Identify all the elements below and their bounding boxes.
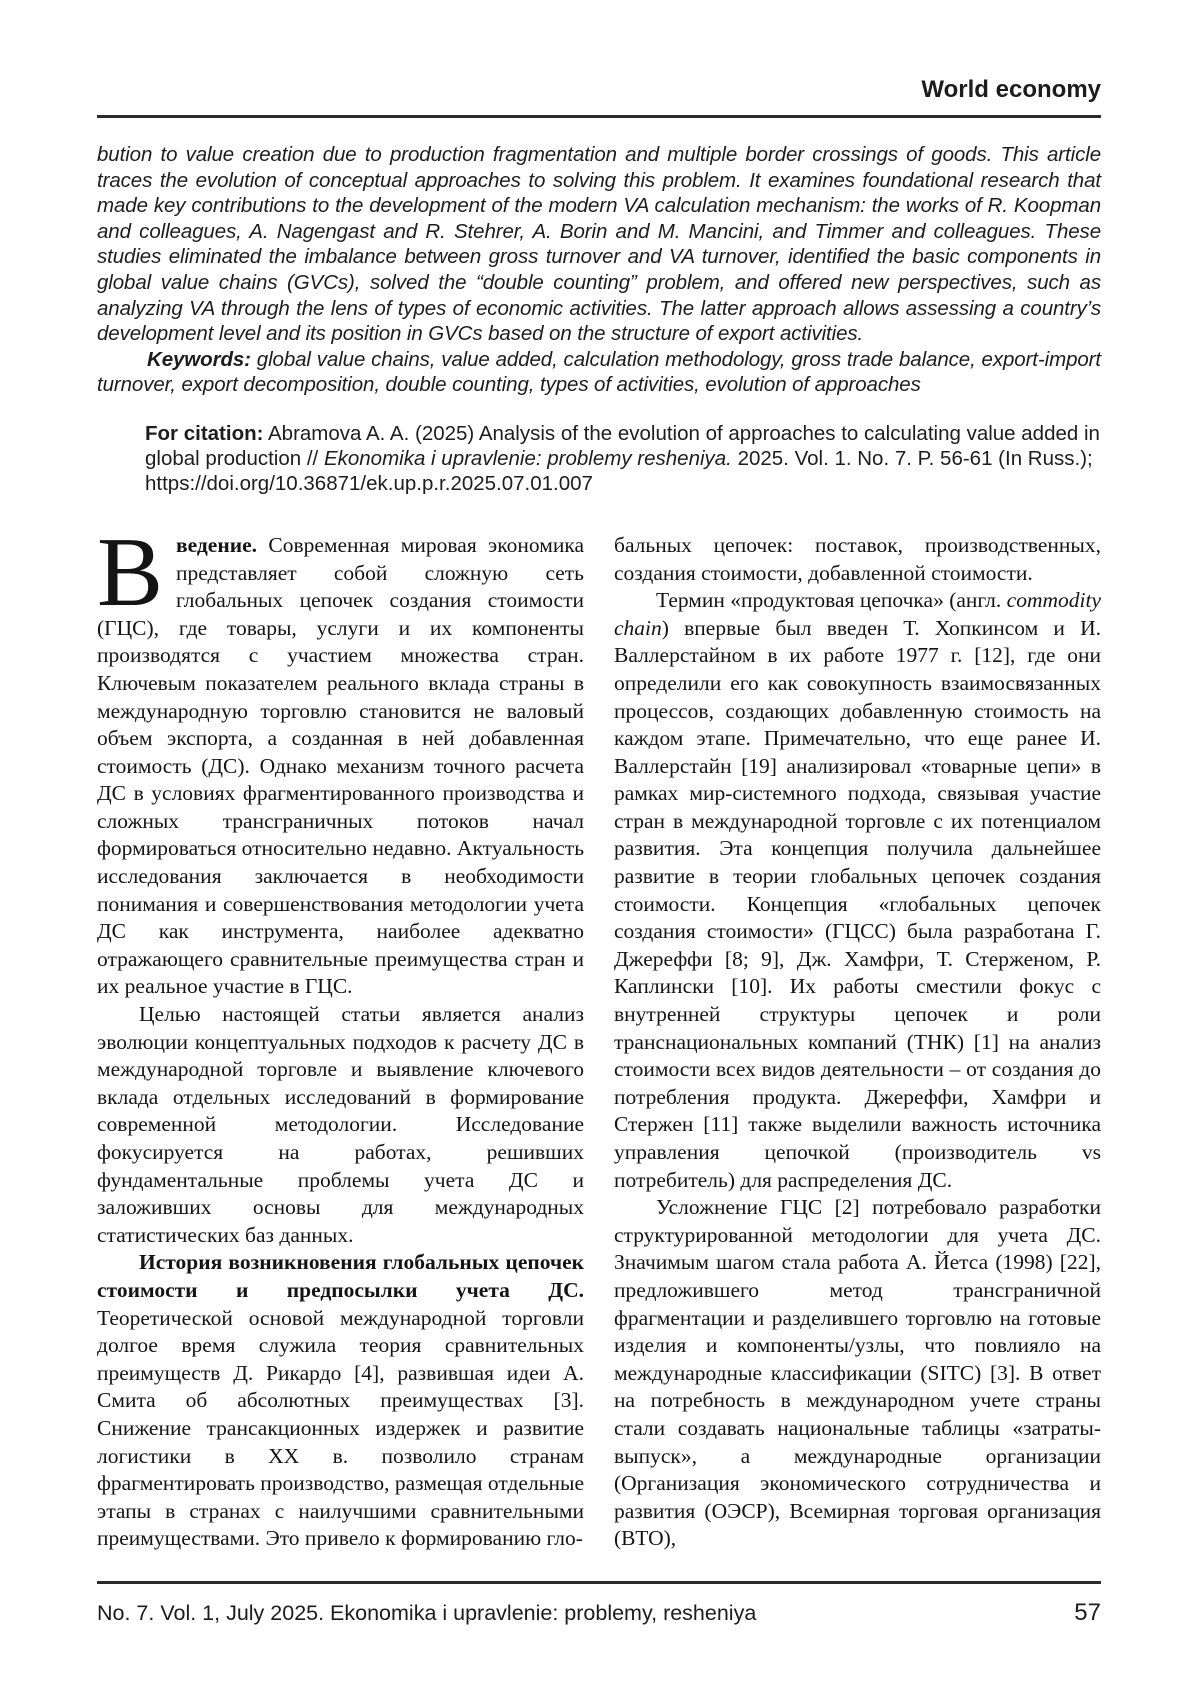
term-text-before: Термин «продуктовая цепочка» (англ.	[656, 588, 1007, 613]
paragraph-complexity: Усложнение ГЦС [2] потребовало разработки структурированной методологии для учета ДС. Значимым шагом стала работа А. Йетса (1998) [22], предложившего метод трансграничной фрагментации и разделившего торговлю на готовые изделия и компоненты/узлы, что повлияло на международные классификации (SITC) [3]. В ответ на потребность в международном учете страны стали создавать национальные таблицы «затраты-выпуск», а международные организации (Организация экономического сотрудничества и развития (ОЭСР), Всемирная торговая организация (ВТО),	[614, 1195, 1101, 1551]
term-text-after: ) впервые был введен Т. Хопкинсом и И. Валлерстайном в их работе 1977 г. [12], где они определили его как совокупность взаимосвязанных процессов, создающих добавленную стоимость на каждом этапе. Примечательно, что еще ранее И. Валлерстайн [19] анализировал «товарные цепи» в рамках мир-системного подхода, связывая участие стран в международной торговле с их потенциалом развития. Эта концепция получила дальнейшее развитие в теории глобальных цепочек создания стоимости. Концепция «глобальных цепочек создания стоимости» (ГЦСС) была разработана Г. Джереффи [8; 9], Дж. Хамфри, Т. Стерженом, Р. Каплински [10]. Их работы сместили фокус с внутренней структуры цепочек и роли транснациональных компаний (ТНК) [1] на анализ стоимости всех видов деятельности – от создания до потребления продукта. Джереффи, Хамфри и Стержен [11] также выделили важность источника управления цепочкой (производитель vs потребитель) для распределения ДС.	[614, 615, 1101, 1192]
keywords-text: global value chains, value added, calculation methodology, gross trade balance, export-import turnover, export decomposition, double counting, types of activities, evolution of approaches	[97, 347, 1101, 397]
section-paragraph-text: Теоретической основой международной торговли долгое время служила теория сравнительных преимуществ Д. Рикардо [4], развившая идеи А. Смита об абсолютных преимуществах [3]. Снижение трансакционных издержек и развитие логистики в XX в. позволило странам фрагментировать производство, размещая отдельные этапы в странах с наилучшими сравнительными преимуществами. Это привело к формированию гло-	[97, 1305, 584, 1551]
paragraph-aim: Целью настоящей статьи является анализ эволюции концептуальных подходов к расчету ДС в международной торговле и выявление ключевого вклада отдельных исследований в формирование современной методологии. Исследование фокусируется на работах, решивших фундаментальные проблемы учета ДС и заложивших основы для международных статистических баз данных.	[97, 1002, 584, 1247]
citation-block	[145, 421, 1101, 496]
citation-issue-doi-text: 2025. Vol. 1. No. 7. P. 56-61 (In Russ.); https://doi.org/10.36871/ek.up.p.r.2025.07.01.007	[145, 446, 1093, 495]
paragraph-history	[97, 1249, 584, 1553]
keywords-paragraph	[97, 347, 1101, 398]
term-english-italic: commodity chain	[614, 588, 1101, 640]
dropcap-letter: В	[97, 531, 164, 627]
intro-text: Современная мировая экономика представляет собой сложную сеть глобальных цепочек создания стоимости (ГЦС), где товары, услуги и их компоненты производятся с участием множества стран. Ключевым показателем реального вклада страны в международную торговлю становится не валовый объем экспорта, а созданная в ней добавленная стоимость (ДС). Однако механизм точного расчета ДС в условиях фрагментированного производства и сложных трансграничных потоков начал формироваться относительно недавно. Актуальность исследования заключается в необходимости понимания и совершенствования методологии учета ДС как инструмента, наиболее адекватно отражающего сравнительные преимущества стран и их реальное участие в ГЦС.	[97, 532, 584, 999]
abstract-text: bution to value creation due to production fragmentation and multiple border crossings of goods. This article traces the evolution of conceptual approaches to solving this problem. It examines foundational research that made key contributions to the development of the modern VA calculation mechanism: the works of R. Koopman and colleagues, A. Nagengast and R. Stehrer, A. Borin and M. Mancini, and Timmer and colleagues. These studies eliminated the imbalance between gross turnover and VA turnover, identified the basic components in global value chains (GVCs), solved the “double counting” problem, and offered new perspectives, such as analyzing VA through the lens of types of economic activities. The latter approach allows assessing a country’s development level and its position in GVCs based on the structure of export activities.	[97, 143, 1101, 346]
abstract-block	[97, 142, 1101, 398]
right-column	[614, 532, 1101, 1576]
citation-authors-text: Abramova A. A. (2025) Analysis of the evolution of approaches to calculating value added in global production //	[145, 421, 1100, 470]
citation-journal-title: Ekonomika i upravlenie: problemy resheniya.	[323, 446, 732, 470]
footer-page-number: 57	[1074, 1599, 1101, 1626]
keywords-label: Keywords:	[147, 347, 251, 371]
footer-journal-info: No. 7. Vol. 1, July 2025. Ekonomika i upravlenie: problemy, resheniya	[97, 1601, 757, 1625]
citation-label: For citation:	[145, 421, 264, 445]
paragraph-continuation: бальных цепочек: поставок, производственных, создания стоимости, добавленной стоимости.	[614, 532, 1101, 585]
footer-rule	[97, 1581, 1101, 1584]
citation-paragraph	[145, 421, 1101, 496]
page-header	[97, 78, 1101, 118]
header-rule	[97, 115, 1101, 118]
article-body	[97, 532, 1101, 1576]
section-label: World economy	[921, 76, 1101, 103]
intro-paragraph	[97, 532, 584, 1001]
footer-row	[97, 1599, 1101, 1627]
paragraph-term	[614, 587, 1101, 1194]
page-footer	[97, 1581, 1101, 1627]
left-column	[97, 532, 584, 1576]
section-heading-lead: История возникновения глобальных цепочек стоимости и предпосылки учета ДС.	[97, 1250, 584, 1302]
intro-lead: ведение.	[176, 532, 258, 557]
